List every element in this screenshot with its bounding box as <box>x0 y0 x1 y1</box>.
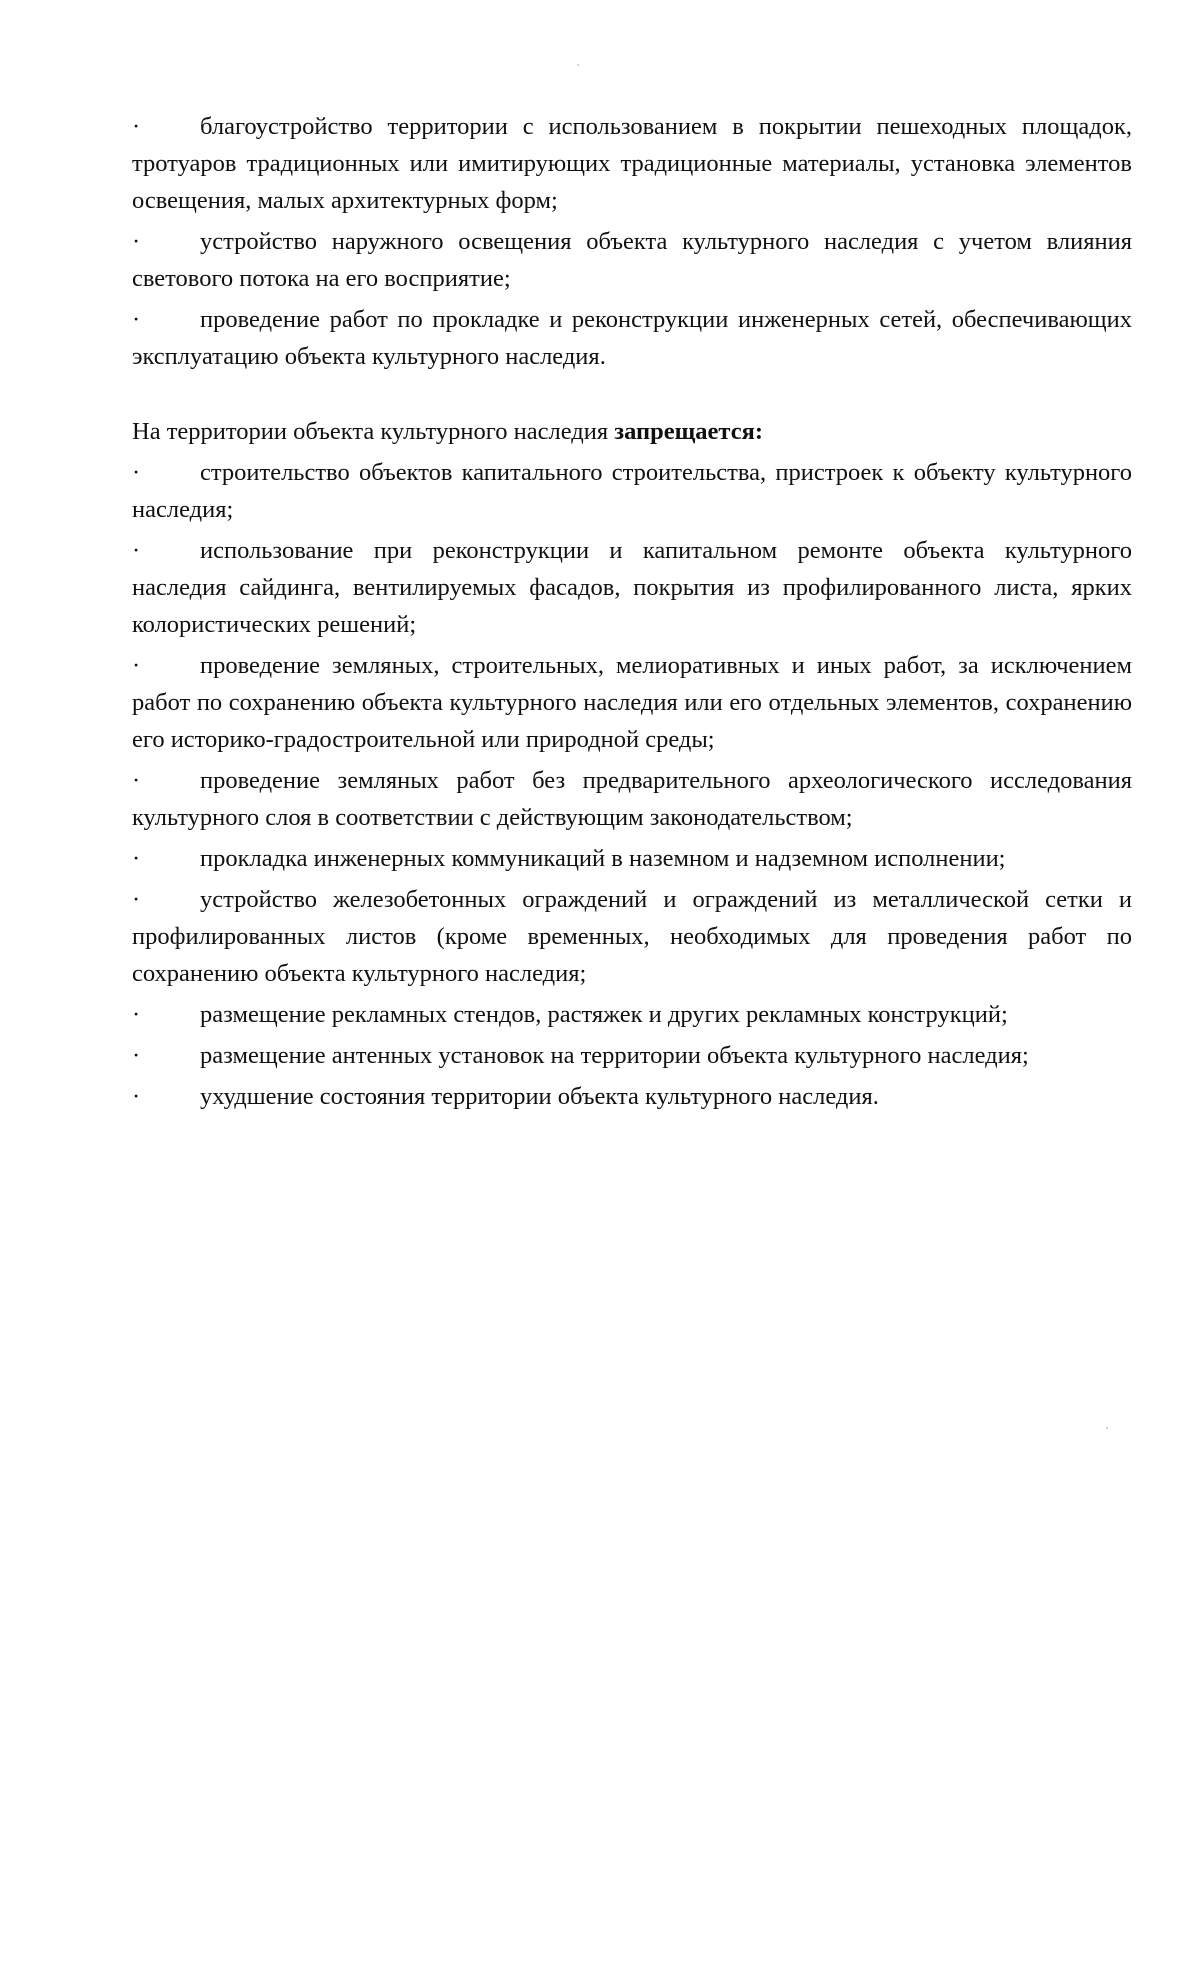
prohibited-item-text: ухудшение состояния территории объекта культурного наследия. <box>200 1083 879 1110</box>
prohibited-item-text: проведение земляных, строительных, мелиоративных и иных работ, за исключением работ по сохранению объекта культурного наследия или его отдельных элементов, сохранению его историко-градостроительной или природной среды; <box>132 652 1132 753</box>
prohibited-item <box>132 454 1132 528</box>
bullet-marker: · <box>132 1042 141 1069</box>
scan-speck <box>577 64 579 66</box>
bullet-marker: · <box>132 886 141 913</box>
prohibited-item <box>132 647 1132 758</box>
prohibited-item-text: прокладка инженерных коммуникаций в наземном и надземном исполнении; <box>200 845 1006 872</box>
prohibited-item-text: устройство железобетонных ограждений и ограждений из металлической сетки и профилированных листов (кроме временных, необходимых для проведения работ по сохранению объекта культурного наследия; <box>132 886 1132 987</box>
allowed-item <box>132 301 1132 375</box>
prohibited-item <box>132 1078 1132 1115</box>
bullet-marker: · <box>132 113 141 140</box>
prohibited-intro-emphasis: запрещается: <box>614 418 764 445</box>
allowed-item <box>132 223 1132 297</box>
allowed-item-text: устройство наружного освещения объекта культурного наследия с учетом влияния светового потока на его восприятие; <box>132 228 1132 292</box>
bullet-marker: · <box>132 1083 141 1110</box>
bullet-marker: · <box>132 845 141 872</box>
prohibited-item <box>132 996 1132 1033</box>
bullet-marker: · <box>132 459 141 486</box>
scan-speck <box>1106 1427 1108 1429</box>
prohibited-item <box>132 1037 1132 1074</box>
allowed-item-text: проведение работ по прокладке и реконструкции инженерных сетей, обеспечивающих эксплуатацию объекта культурного наследия. <box>132 306 1132 370</box>
bullet-marker: · <box>132 1001 141 1028</box>
bullet-marker: · <box>132 767 141 794</box>
allowed-item <box>132 108 1132 219</box>
bullet-marker: · <box>132 652 141 679</box>
prohibited-item-text: проведение земляных работ без предварительного археологического исследования культурного слоя в соответствии с действующим законодательством; <box>132 767 1132 831</box>
prohibited-item-text: размещение антенных установок на территории объекта культурного наследия; <box>200 1042 1029 1069</box>
prohibited-item <box>132 881 1132 992</box>
document-body <box>132 108 1132 1119</box>
section-gap <box>132 379 1132 413</box>
prohibited-item <box>132 532 1132 643</box>
prohibited-intro <box>132 413 1132 450</box>
prohibited-intro-text: На территории объекта культурного наследия <box>132 418 615 445</box>
prohibited-item-text: строительство объектов капитального строительства, пристроек к объекту культурного наследия; <box>132 459 1132 523</box>
prohibited-item-text: использование при реконструкции и капитальном ремонте объекта культурного наследия сайдинга, вентилируемых фасадов, покрытия из профилированного листа, ярких колористических решений; <box>132 537 1132 638</box>
allowed-item-text: благоустройство территории с использованием в покрытии пешеходных площадок, тротуаров традиционных или имитирующих традиционные материалы, установка элементов освещения, малых архитектурных форм; <box>132 113 1132 214</box>
bullet-marker: · <box>132 228 141 255</box>
prohibited-item-text: размещение рекламных стендов, растяжек и других рекламных конструкций; <box>200 1001 1008 1028</box>
bullet-marker: · <box>132 306 141 333</box>
bullet-marker: · <box>132 537 141 564</box>
prohibited-item <box>132 762 1132 836</box>
prohibited-item <box>132 840 1132 877</box>
